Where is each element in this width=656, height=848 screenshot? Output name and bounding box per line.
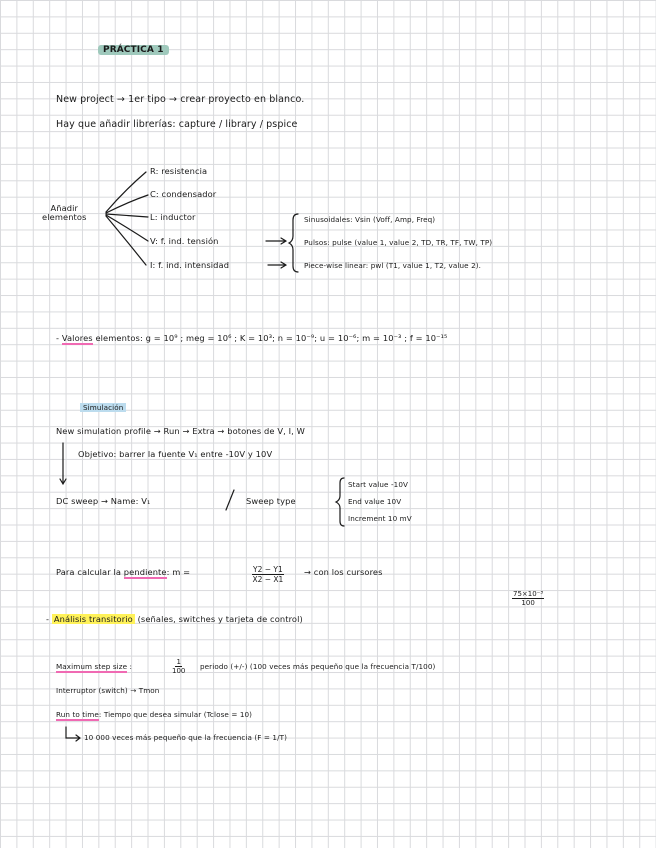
slash-divider: [226, 490, 234, 510]
max-step-rest: periodo (+/-) (100 veces más pequeño que la frecuencia T/100): [200, 662, 436, 671]
sweep-param-increment: Increment 10 mV: [348, 514, 412, 523]
sweep-type-label: Sweep type: [246, 496, 296, 506]
page-title: PRÁCTICA 1: [98, 45, 169, 55]
dc-sweep-line: DC sweep → Name: V₁: [56, 496, 151, 506]
element-item-l: L: inductor: [150, 212, 196, 222]
source-pulse: Pulsos: pulse (value 1, value 2, TD, TR, TF, TW, TP): [304, 238, 493, 247]
add-elements-label: Añadir elementos: [42, 203, 87, 222]
branch-line-v: [106, 215, 148, 241]
max-step-fraction: $\frac{1}{100}$: [172, 658, 186, 675]
sources-brace: [289, 214, 298, 272]
sweep-brace: [336, 478, 344, 526]
side-fraction: $\frac{\text{75×10⁻³}}{100}$: [513, 590, 544, 607]
element-item-i: I: f. ind. intensidad: [150, 260, 230, 270]
simulation-objective: Objetivo: barrer la fuente V₁ entre -10V y 10V: [78, 449, 273, 459]
intro-line-1: New project → 1er tipo → crear proyecto en blanco.: [56, 94, 305, 105]
element-item-v: V: f. ind. tensión: [150, 236, 219, 246]
source-sinusoidal: Sinusoidales: Vsin (Voff, Amp, Freq): [304, 215, 436, 224]
values-line: - Valores elementos: g = 10⁹ ; meg = 10⁶ ; K = 10³; n = 10⁻⁹; u = 10⁻⁶; m = 10⁻³ ; f = 10⁻¹⁵: [56, 333, 448, 343]
values-label: Valores: [61, 333, 93, 343]
intro-line-2: Hay que añadir librerías: capture / library / pspice: [56, 119, 298, 130]
run-to-time-label: Run to time: [56, 710, 99, 719]
sweep-param-start: Start value -10V: [348, 480, 409, 489]
switch-line: Interruptor (switch) → Tmon: [56, 686, 160, 695]
simulation-heading: Simulación: [80, 403, 126, 412]
slope-after: → con los cursores: [304, 567, 383, 577]
transient-line: - Análisis transitorio (señales, switches y tarjeta de control): [46, 614, 303, 624]
slope-line: Para calcular la pendiente: m =: [56, 567, 191, 577]
element-item-c: C: condensador: [150, 189, 217, 199]
arrow-down-dc-sweep: [60, 443, 66, 484]
simulation-line-1: New simulation profile → Run → Extra → botones de V, I, W: [56, 426, 305, 436]
element-item-r: R: resistencia: [150, 166, 208, 176]
branch-line-r: [106, 172, 146, 212]
arrow-v-sources: [266, 238, 286, 244]
slope-underlined: pendiente: [123, 567, 167, 577]
arrow-i-sources: [268, 262, 286, 268]
max-step-line: Maximum step size :: [56, 662, 133, 671]
run-sub-arrow: [66, 727, 80, 741]
branch-line-l: [106, 214, 148, 217]
branch-line-c: [106, 195, 148, 213]
transient-highlight: Análisis transitorio: [53, 614, 133, 624]
max-step-label: Maximum step size: [56, 662, 128, 671]
run-to-time-sub: 10 000 veces más pequeño que la frecuencia (F = 1/T): [84, 733, 288, 742]
sweep-param-end: End value 10V: [348, 497, 402, 506]
branch-line-i: [106, 216, 146, 265]
run-to-time-line: Run to time: Tiempo que desea simular (Tclose = 10): [56, 710, 253, 719]
slope-fraction: $\frac{Y2 - Y1}{X2 - X1}$: [252, 565, 284, 584]
source-pwl: Piece-wise linear: pwl (T1, value 1, T2, value 2).: [304, 261, 482, 270]
